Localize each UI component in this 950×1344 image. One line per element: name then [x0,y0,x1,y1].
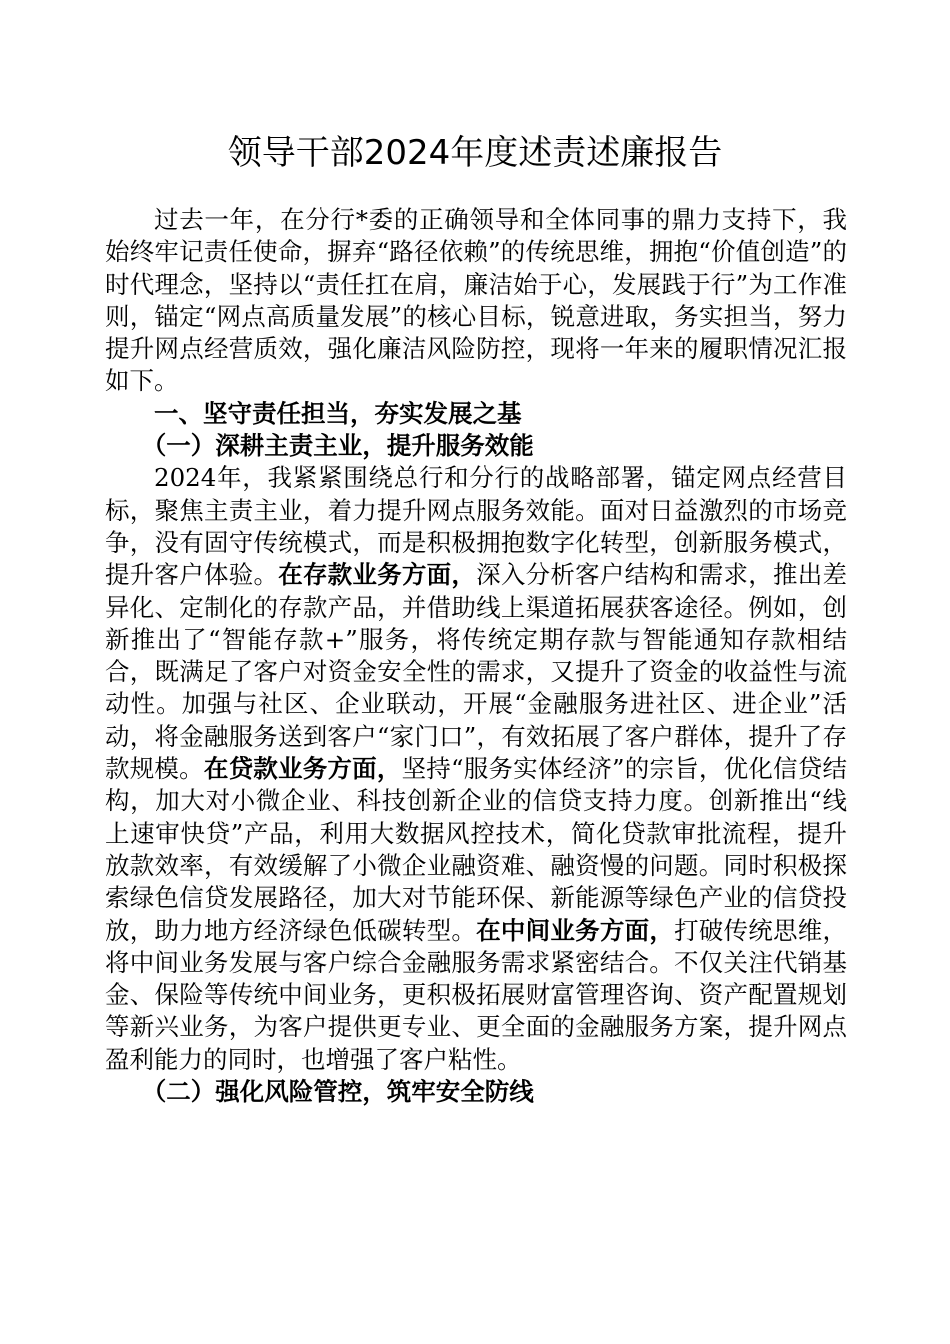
section-heading-1: 一、坚守责任担当，夯实发展之基 [154,398,522,428]
loan-lead: 在贷款业务方面， [203,754,402,784]
subsection-heading-1: （一）深耕主责主业，提升服务效能 [141,431,534,461]
body-paragraph-1 [105,462,847,1076]
middle-business-text: 打破传统思维，将中间业务发展与客户综合金融服务需求紧密结合。不仅关注代销基金、保险等传统中间业务，更积极拓展财富管理咨询、资产配置规划等新兴业务，为客户提供更专业、更全面的金融服务方案，提升网点盈利能力的同时，也增强了客户粘性。 [105,915,848,1074]
deposit-text: 深入分析客户结构和需求，推出差异化、定制化的存款产品，并借助线上渠道拓展获客途径。例如，创新推出了“智能存款+”服务，将传统定期存款与智能通知存款相结合，既满足了客户对资金安全性的需求，又提升了资金的收益性与流动性。加强与社区、企业联动，开展“金融服务进社区、进企业”活动，将金融服务送到客户“家门口”，有效拓展了客户群体，提升了存款规模。 [105,560,848,784]
deposit-lead: 在存款业务方面， [278,560,477,590]
document-title: 领导干部2024年度述责述廉报告 [227,133,723,173]
intro-paragraph: 过去一年，在分行*委的正确领导和全体同事的鼎力支持下，我始终牢记责任使命，摒弃“路径依赖”的传统思维，拥抱“价值创造”的时代理念，坚持以“责任扛在肩，廉洁始于心，发展践于行”为工作准则，锚定“网点高质量发展”的核心目标，锐意进取，务实担当，努力提升网点经营质效，强化廉洁风险防控，现将一年来的履职情况汇报如下。 [105,205,847,396]
loan-text: 坚持“服务实体经济”的宗旨，优化信贷结构，加大对小微企业、科技创新企业的信贷支持力度。创新推出“线上速审快贷”产品，利用大数据风控技术，简化贷款审批流程，提升放款效率，有效缓解了小微企业融资难、融资慢的问题。同时积极探索绿色信贷发展路径，加大对节能环保、新能源等绿色产业的信贷投放，助力地方经济绿色低碳转型。 [105,754,847,945]
paragraph-text: 2024年，我紧紧围绕总行和分行的战略部署，锚定网点经营目标，聚焦主责主业，着力提升网点服务效能。面对日益激烈的市场竞争，没有固守传统模式，而是积极拥抱数字化转型，创新服务模式，提升客户体验。 [105,463,847,590]
subsection-heading-2: （二）强化风险管控，筑牢安全防线 [141,1077,534,1107]
document-body [105,204,847,1108]
middle-business-lead: 在中间业务方面， [476,915,675,945]
